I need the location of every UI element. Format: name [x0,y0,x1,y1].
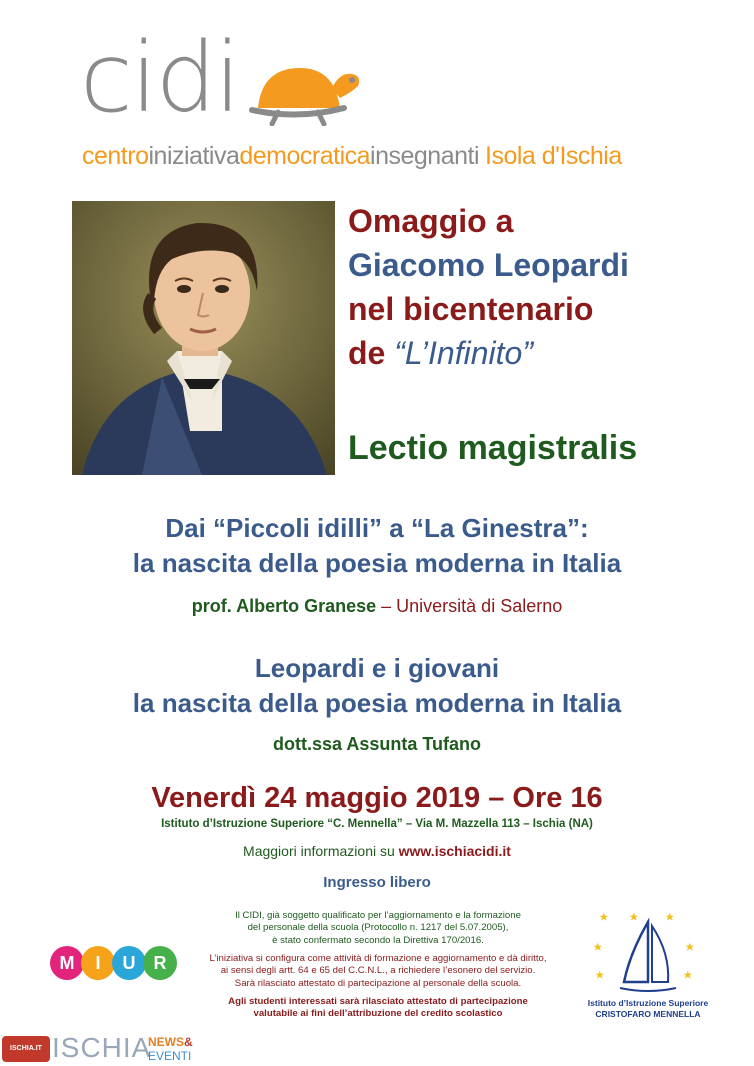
cidi-tagline [82,142,622,171]
headline-line2: Giacomo Leopardi [348,247,629,283]
headline-line3: nel bicentenario [348,291,594,327]
ischia-word: ISCHIA [52,1032,152,1063]
headline-infinito: “L’Infinito” [394,335,533,371]
miur-letter-r: R [143,946,177,980]
info-link[interactable]: www.ischiacidi.it [398,843,511,859]
headline-line1: Omaggio a [348,203,514,239]
event-venue: Istituto d’Istruzione Superiore “C. Mennella” – Via M. Mazzella 113 – Ischia (NA) [161,818,593,830]
headline-de: de [348,335,395,371]
leopardi-portrait [72,201,335,475]
note-p1-l2: del personale della scuola (Protocollo n. 1217 del 5.07.2005), [247,922,509,934]
note-p2-l2: ai sensi degli artt. 64 e 65 del C.C.N.L., a richiedere l’esonero del servizio. [220,965,536,977]
miur-letter-m: M [50,946,84,980]
talk1-affiliation: – Università di Salerno [381,596,563,616]
ischianews-news [148,1036,193,1048]
mennella-line1: Istituto d’Istruzione Superiore [587,998,709,1008]
info-prefix: Maggiori informazioni su [243,843,399,859]
event-datetime: Venerdì 24 maggio 2019 – Ore 16 [151,782,603,814]
lectio-heading: Lectio magistralis [348,429,638,467]
turtle-icon [248,58,366,126]
note-p2-l1: L’iniziativa si configura come attività di formazione e aggiornamento e dà diritto, [209,953,547,964]
amp-label: & [184,1035,193,1049]
training-note [178,953,578,990]
tagline-democratica: democratica [239,142,371,170]
cidi-qualification-note [188,910,568,947]
students-note [188,996,568,1021]
miur-logo [50,946,180,982]
talk1-speaker-line [0,596,754,617]
talk1-title-line1: Dai “Piccoli idilli” a “La Ginestra”: [165,513,589,543]
miur-letter-u: U [112,946,146,980]
note-p1-l3: è stato confermato secondo la Direttiva 170/2016. [272,934,484,946]
headline-line4 [348,336,533,371]
mennella-caption [578,998,718,1020]
talk1-speaker: prof. Alberto Granese [191,596,377,616]
miur-letter-i: I [81,946,115,980]
entry-text: Ingresso libero [323,874,431,891]
news-label: NEWS [148,1035,184,1049]
talk2-speaker: dott.ssa Assunta Tufano [272,734,481,754]
ischianews-eventi: EVENTI [148,1049,192,1063]
talk2-title-line1: Leopardi e i giovani [254,653,500,683]
mennella-line2: CRISTOFARO MENNELLA [595,1009,701,1020]
tagline-insegnanti: insegnanti [370,142,480,170]
talk1-title-line2: la nascita della poesia moderna in Italia [132,548,622,578]
event-info-line [0,843,754,859]
mennella-sail-logo [590,908,705,998]
talk2-title-line2: la nascita della poesia moderna in Italia [132,688,622,718]
note-p1-l1: Il CIDI, già soggetto qualificato per l’aggiornamento e la formazione [235,910,521,921]
tagline-iniziativa: iniziativa [148,142,240,170]
ischia-it-badge: ISCHIA.IT [2,1036,50,1062]
tagline-isola: Isola d'Ischia [485,142,622,170]
cidi-wordmark: cidi [80,22,240,134]
note-p3-l2: valutabile ai fini dell’attribuzione del credito scolastico [253,1008,503,1020]
note-p2-l3: Sarà rilasciato attestato di partecipazione al personale della scuola. [234,977,522,989]
note-p3-l1: Agli studenti interessati sarà rilasciato attestato di partecipazione [228,996,528,1007]
tagline-centro: centro [82,142,149,170]
